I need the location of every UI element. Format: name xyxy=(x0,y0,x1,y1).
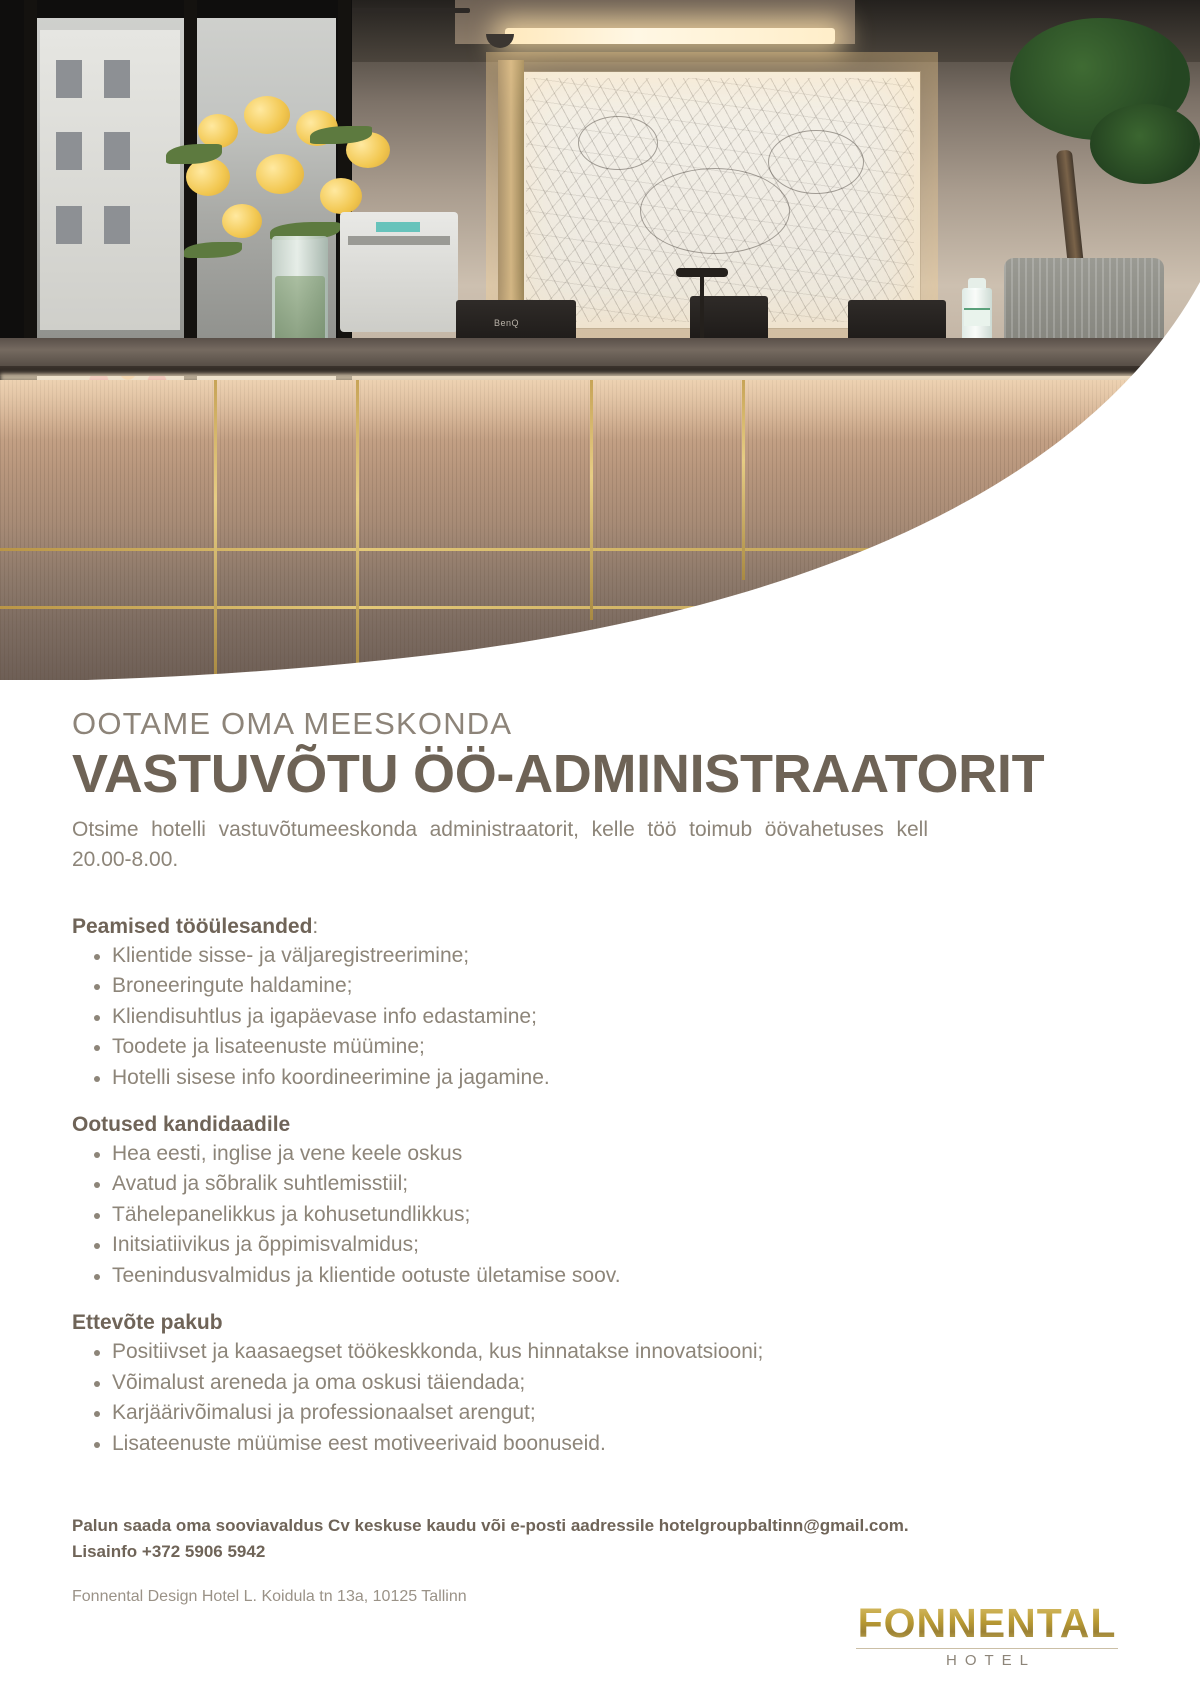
logo-divider xyxy=(856,1648,1118,1649)
page-title: VASTUVÕTU ÖÖ-ADMINISTRAATORIT xyxy=(72,744,1045,804)
flower-bloom xyxy=(198,114,238,148)
list-item: Karjäärivõimalusi ja professionaalset arengut; xyxy=(72,1398,1128,1428)
list-item: Hotelli sisese info koordineerimine ja jagamine. xyxy=(72,1063,1128,1093)
eyebrow-text: OOTAME OMA MEESKONDA xyxy=(72,706,513,741)
hero-photo xyxy=(0,0,1200,680)
list-item: Broneeringute haldamine; xyxy=(72,971,1128,1001)
list-item: Initsiatiivikus ja õppimisvalmidus; xyxy=(72,1230,1128,1260)
list-item: Teenindusvalmidus ja klientide ootuste ületamise soov. xyxy=(72,1261,1128,1291)
monitor-brand-label: BenQ xyxy=(494,318,520,328)
building-window xyxy=(104,206,130,244)
expectations-list xyxy=(72,1139,1128,1291)
section-title xyxy=(72,1113,1128,1137)
building-window xyxy=(104,60,130,98)
section-title-text: Ootused kandidaadile xyxy=(72,1113,291,1137)
contact-phone[interactable]: Lisainfo +372 5906 5942 xyxy=(72,1542,266,1562)
printer-display xyxy=(376,222,420,232)
company-logo xyxy=(842,1600,1132,1669)
list-item: Klientide sisse- ja väljaregistreerimine; xyxy=(72,941,1128,971)
logo-wordmark: FONNENTAL xyxy=(842,1603,1132,1644)
list-item: Avatud ja sõbralik suhtlemisstiil; xyxy=(72,1169,1128,1199)
flower-bloom xyxy=(320,178,362,214)
list-item: Positiivset ja kaasaegset töökeskkonda, kus hinnatakse innovatsiooni; xyxy=(72,1337,1128,1367)
responsibilities-list xyxy=(72,941,1128,1093)
list-item: Tähelepanelikkus ja kohusetundlikkus; xyxy=(72,1200,1128,1230)
building-window xyxy=(56,60,82,98)
section-responsibilities xyxy=(72,915,1128,1093)
curved-white-mask xyxy=(0,242,1200,680)
building-window xyxy=(56,206,82,244)
section-title-text: Peamised tööülesanded xyxy=(72,914,313,938)
section-offers xyxy=(72,1311,1128,1459)
bonsai-foliage xyxy=(1090,104,1200,184)
list-item: Toodete ja lisateenuste müümine; xyxy=(72,1032,1128,1062)
offers-list xyxy=(72,1337,1128,1459)
flower-bloom xyxy=(222,204,262,238)
building-window xyxy=(104,132,130,170)
company-address: Fonnental Design Hotel L. Koidula tn 13a, 10125 Tallinn xyxy=(72,1587,467,1605)
ad-body xyxy=(0,680,1200,1606)
list-item: Kliendisuhtlus ja igapäevase info edastamine; xyxy=(72,1002,1128,1032)
section-title xyxy=(72,1311,1128,1335)
section-expectations xyxy=(72,1113,1128,1291)
logo-subtitle: HOTEL xyxy=(945,1652,1036,1669)
building-window xyxy=(56,132,82,170)
contact-block xyxy=(72,1513,1128,1566)
application-instructions[interactable]: Palun saada oma sooviavaldus Cv keskuse kaudu või e-posti aadressile hotelgroupbaltinn@gmail.com. xyxy=(72,1515,909,1535)
intro-paragraph: Otsime hotelli vastuvõtumeeskonda administraatorit, kelle töö toimub öövahetuses kell 20.00-8.00. xyxy=(72,818,928,872)
section-title-suffix: : xyxy=(312,914,319,938)
section-title-text: Ettevõte pakub xyxy=(72,1311,223,1335)
led-light-strip xyxy=(505,28,835,44)
flower-bloom xyxy=(256,154,304,194)
flower-bloom xyxy=(244,96,290,134)
list-item: Hea eesti, inglise ja vene keele oskus xyxy=(72,1139,1128,1169)
list-item: Võimalust areneda ja oma oskusi täiendada; xyxy=(72,1368,1128,1398)
list-item: Lisateenuste müümise eest motiveerivaid boonuseid. xyxy=(72,1429,1128,1459)
section-title xyxy=(72,915,1128,939)
